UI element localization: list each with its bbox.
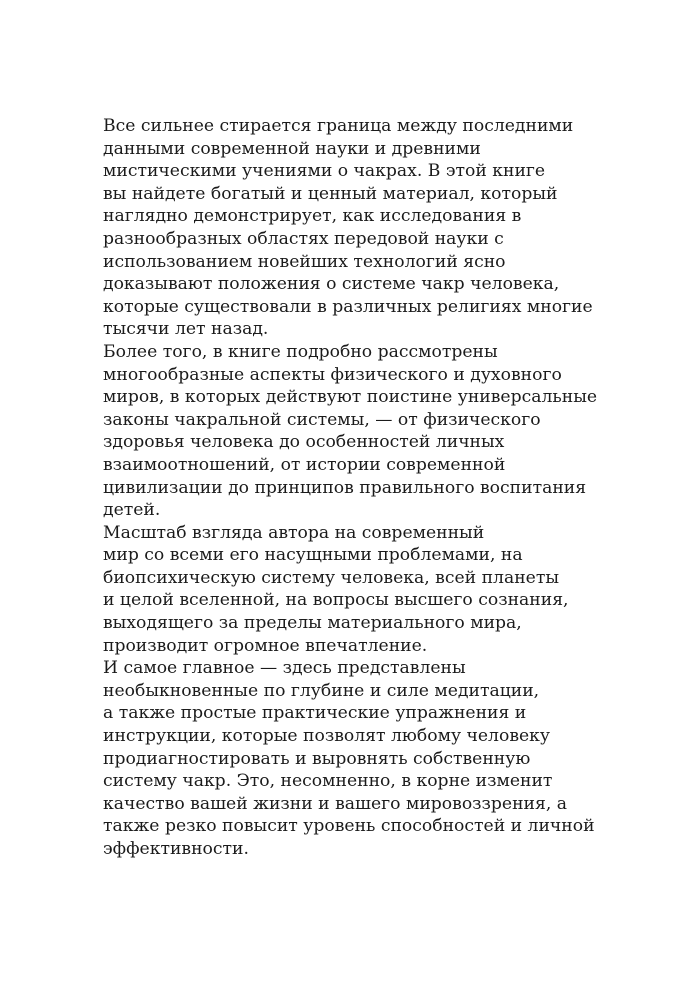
text-line: данными современной науки и древними	[103, 138, 481, 159]
text-line: разнообразных областях передовой науки с	[103, 228, 504, 249]
text-line: здоровья человека до особенностей личных	[103, 432, 505, 453]
text-line: продиагностировать и выровнять собственную	[103, 748, 531, 769]
text-line: биопсихическую систему человека, всей планеты	[103, 567, 560, 588]
text-line: тысячи лет назад.	[103, 319, 269, 340]
text-line: качество вашей жизни и вашего мировоззрения, а	[103, 793, 568, 814]
text-line: необыкновенные по глубине и силе медитации,	[103, 680, 540, 701]
text-line: использованием новейших технологий ясно	[103, 251, 506, 272]
text-line: производит огромное впечатление.	[103, 635, 428, 656]
text-line: мистическими учениями о чакрах. В этой книге	[103, 161, 546, 182]
text-line: взаимоотношений, от истории современной	[103, 454, 506, 475]
text-line: вы найдете богатый и ценный материал, который	[103, 183, 558, 204]
text-line: инструкции, которые позволят любому человеку	[103, 726, 551, 747]
paragraph	[103, 657, 603, 860]
text-line: многообразные аспекты физического и духовного	[103, 364, 562, 385]
text-line: выходящего за пределы материального мира,	[103, 613, 522, 634]
text-line: эффективности.	[103, 839, 249, 859]
text-line: цивилизации до принципов правильного воспитания	[103, 477, 587, 498]
text-line: и целой вселенной, на вопросы высшего сознания,	[103, 590, 569, 611]
text-line: наглядно демонстрирует, как исследования в	[103, 206, 522, 227]
body-text	[103, 115, 603, 861]
paragraph	[103, 341, 603, 522]
text-line: миров, в которых действуют поистине универсальные	[103, 387, 598, 408]
text-line: а также простые практические упражнения и	[103, 703, 527, 724]
text-line: законы чакральной системы, — от физического	[103, 409, 541, 430]
text-line: систему чакр. Это, несомненно, в корне изменит	[103, 771, 553, 792]
text-line: мир со всеми его насущными проблемами, на	[103, 545, 523, 566]
paragraph	[103, 115, 603, 341]
text-line: Более того, в книге подробно рассмотрены	[103, 341, 498, 362]
paragraph	[103, 522, 603, 658]
text-line: детей.	[103, 500, 161, 521]
text-line: также резко повысит уровень способностей и личной	[103, 816, 595, 837]
text-line: Все сильнее стирается граница между последними	[103, 116, 574, 136]
text-line: которые существовали в различных религиях многие	[103, 296, 593, 317]
text-line: доказывают положения о системе чакр человека,	[103, 274, 560, 295]
text-line: И самое главное — здесь представлены	[103, 658, 466, 679]
text-line: Масштаб взгляда автора на современный	[103, 522, 485, 543]
